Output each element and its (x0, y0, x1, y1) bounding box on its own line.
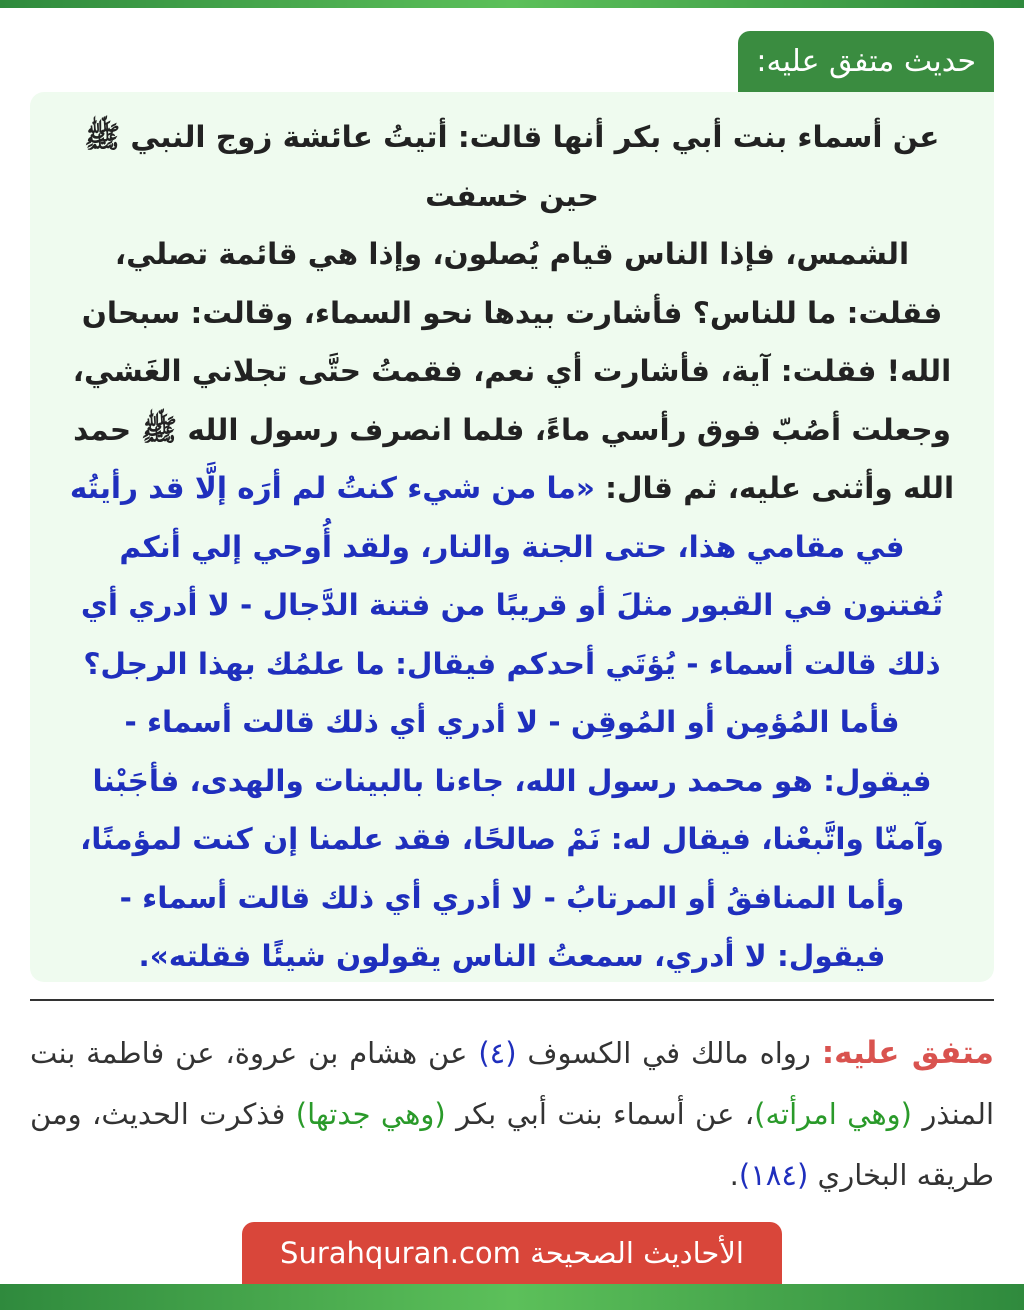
section-divider (30, 999, 994, 1001)
prophet-quote-line: وأما المنافقُ أو المرتابُ - لا أدري أي ذلك قالت أسماء - (119, 880, 905, 915)
prophet-quote-line: فيقول: هو محمد رسول الله، جاءنا بالبينات والهدى، فأجَبْنا (92, 763, 932, 798)
hadith-line (54, 459, 970, 518)
grading-note: (وهي جدتها) (295, 1097, 446, 1131)
hadith-type-badge: حديث متفق عليه: (738, 31, 994, 93)
prophet-quote-line: ذلك قالت أسماء - يُؤتَي أحدكم فيقال: ما علمُك بهذا الرجل؟ (83, 646, 941, 681)
hadith-line: الله! فقلت: آية، فأشارت أي نعم، فقمتُ حتَّى تجلاني الغَشي، (72, 354, 952, 388)
hadith-grading (30, 1023, 994, 1206)
grading-text: رواه مالك في الكسوف (516, 1036, 822, 1070)
grading-number: (١٨٤) (738, 1158, 809, 1192)
grading-text: فذكرت الحديث، ومن طريقه البخاري (30, 1097, 994, 1192)
hadith-line: وجعلت أصُبّ فوق رأسي ماءً، فلما انصرف رسول الله ﷺ حمد (73, 412, 951, 447)
hadith-line: الشمس، فإذا الناس قيام يُصلون، وإذا هي قائمة تصلي، (114, 237, 910, 271)
hadith-line: عن أسماء بنت أبي بكر أنها قالت: أتيتُ عائشة زوج النبي ﷺ (84, 120, 940, 154)
grading-text: ، عن أسماء بنت أبي بكر (445, 1097, 755, 1131)
top-accent-bar (0, 0, 1024, 8)
site-footer-badge: الأحاديث الصحيحة Surahquran.com (242, 1222, 782, 1284)
grading-text: عن هشام بن عروة، عن فاطمة بنت المنذر (30, 1036, 994, 1131)
bottom-accent-bar (0, 1284, 1024, 1310)
prophet-quote-line: تُفتنون في القبور مثلَ أو قريبًا من فتنة الدَّجال - لا أدري أي (80, 588, 944, 622)
grading-text: . (729, 1158, 739, 1192)
hadith-line: فقلت: ما للناس؟ فأشارت بيدها نحو السماء، وقالت: سبحان (81, 295, 943, 330)
hadith-line: حين خسفت (425, 178, 599, 213)
prophet-quote-line: في مقامي هذا، حتى الجنة والنار، ولقد أُوحي إلي أنكم (119, 529, 905, 564)
grading-label: متفق عليه: (821, 1035, 994, 1071)
prophet-quote-line: فيقول: لا أدري، سمعتُ الناس يقولون شيئًا فقلته». (138, 939, 886, 973)
grading-number: (٤) (478, 1036, 517, 1070)
prophet-quote-segment: «ما من شيء كنتُ لم أرَه إلَّا قد رأيتُه (69, 471, 595, 505)
hadith-text-box (30, 92, 994, 982)
prophet-quote-line: وآمنّا واتَّبعْنا، فيقال له: نَمْ صالحًا، فقد علمنا إن كنت لمؤمنًا، (80, 822, 944, 856)
grading-note: (وهي امرأته) (754, 1097, 912, 1131)
prophet-quote-line: فأما المُؤمِن أو المُوقِن - لا أدري أي ذلك قالت أسماء - (124, 705, 900, 739)
hadith-narration-segment: الله وأثنى عليه، ثم قال: (594, 471, 955, 505)
